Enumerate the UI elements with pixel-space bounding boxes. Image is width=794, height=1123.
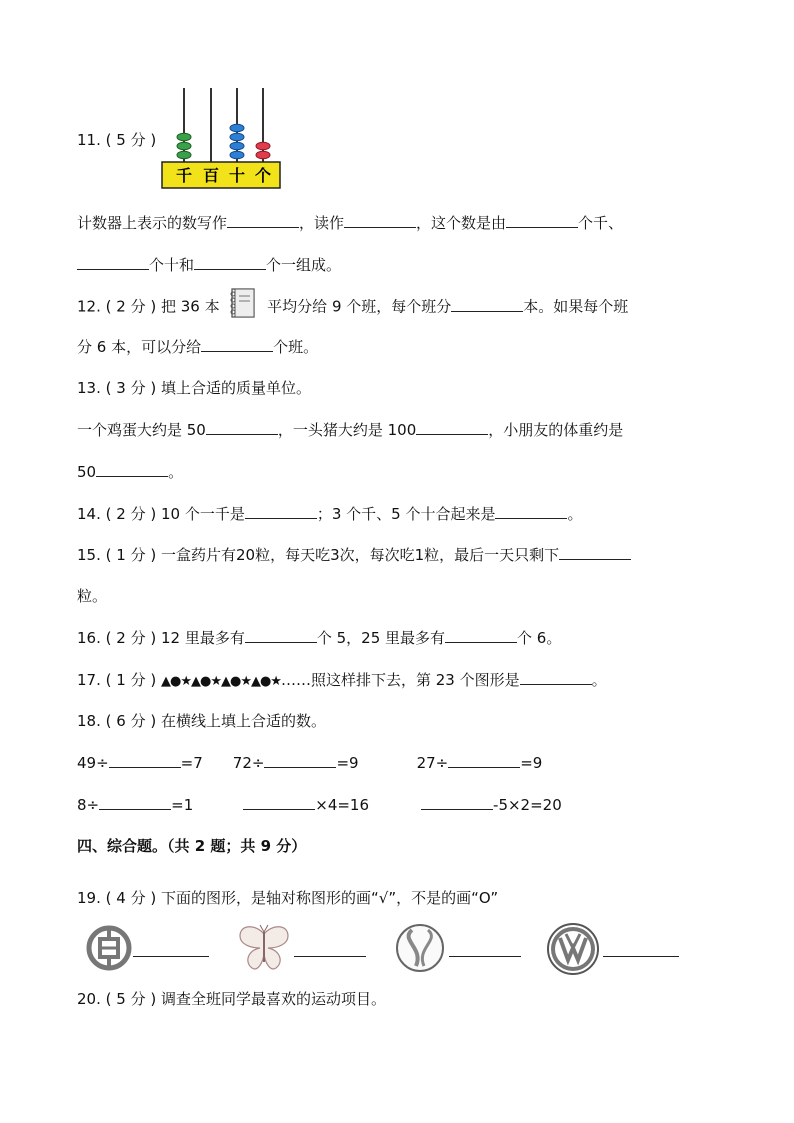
- abacus-label-ones: 个: [254, 166, 272, 185]
- blank[interactable]: [451, 296, 523, 312]
- blank[interactable]: [294, 941, 366, 957]
- blank[interactable]: [421, 794, 493, 810]
- q20-line: 20. ( 5 分 ) 调查全班同学最喜欢的运动项目。: [77, 990, 386, 1008]
- q16-line: 16. ( 2 分 ) 12 里最多有 个 5，25 里最多有 个 6。: [77, 629, 562, 647]
- blank[interactable]: [495, 503, 567, 519]
- notebook-icon: [226, 286, 260, 320]
- blank[interactable]: [448, 752, 520, 768]
- blank[interactable]: [264, 752, 336, 768]
- blank[interactable]: [133, 941, 209, 957]
- section-4-title: 四、综合题。（共 2 题；共 9 分）: [77, 837, 307, 855]
- q18-row2: 8÷ =1 ×4=16 -5×2=20: [77, 796, 562, 814]
- blank[interactable]: [96, 461, 168, 477]
- vw-logo-icon: [546, 922, 600, 976]
- q11-header: [77, 129, 156, 151]
- butterfly-icon: [234, 922, 294, 974]
- blank[interactable]: [445, 627, 517, 643]
- q12-line1: 12. ( 2 分 ) 把 36 本 平均分给 9 个班，每个班分 本。如果每个班: [77, 294, 628, 320]
- blank[interactable]: [416, 419, 488, 435]
- blank[interactable]: [77, 254, 149, 270]
- blank[interactable]: [603, 941, 679, 957]
- q15-line2: 粒。: [77, 587, 108, 605]
- blank[interactable]: [506, 212, 578, 228]
- q18-row1: 49÷ =7 72÷ =9 27÷ =9: [77, 754, 543, 772]
- q13-line2: 50 。: [77, 463, 184, 481]
- q15-line1: 15. ( 1 分 ) 一盒药片有20粒，每天吃3次，每次吃1粒，最后一天只剩下: [77, 544, 631, 566]
- blank[interactable]: [245, 503, 317, 519]
- thousands-beads: [177, 133, 191, 159]
- q11-number: 11.: [77, 131, 101, 149]
- blank[interactable]: [227, 212, 299, 228]
- abacus-label-thousands: 千: [175, 166, 193, 185]
- q12-line2: 分 6 本，可以分给 个班。: [77, 338, 319, 356]
- blank[interactable]: [245, 627, 317, 643]
- abacus-label-hundreds: 百: [202, 166, 220, 185]
- q11-points: ( 5 分 ): [105, 131, 157, 149]
- shape-pattern: ▲●★▲●★▲●★▲●★: [160, 674, 281, 689]
- q11-line1: 计数器上表示的数写作 ，读作 ，这个数是由 个千、: [77, 214, 624, 232]
- blank[interactable]: [194, 254, 266, 270]
- blank[interactable]: [243, 794, 315, 810]
- q17-line: 17. ( 1 分 ) ▲●★▲●★▲●★▲●★……照这样排下去，第 23 个图形是 。: [77, 671, 607, 689]
- abacus-illustration: [160, 84, 282, 192]
- blank[interactable]: [99, 794, 171, 810]
- q18-header: 18. ( 6 分 ) 在横线上填上合适的数。: [77, 712, 326, 730]
- q13-line1: 一个鸡蛋大约是 50 ，一头猪大约是 100 ，小朋友的体重约是: [77, 421, 624, 439]
- blank[interactable]: [206, 419, 278, 435]
- blank[interactable]: [109, 752, 181, 768]
- blank[interactable]: [201, 336, 273, 352]
- blank[interactable]: [449, 941, 521, 957]
- blank[interactable]: [559, 544, 631, 560]
- q14-line: 14. ( 2 分 ) 10 个一千是 ；3 个千、5 个十合起来是 。: [77, 505, 583, 523]
- q11-line2: 个十和 个一组成。: [77, 254, 341, 276]
- blank[interactable]: [520, 669, 592, 685]
- q13-header: 13. ( 3 分 ) 填上合适的质量单位。: [77, 379, 311, 397]
- abacus-label-tens: 十: [228, 166, 246, 185]
- swirl-logo-icon: [394, 922, 446, 974]
- blank[interactable]: [344, 212, 416, 228]
- q19-line: 19. ( 4 分 ) 下面的图形，是轴对称图形的画“√”，不是的画“O”: [77, 889, 499, 907]
- bank-logo-icon: [86, 925, 132, 971]
